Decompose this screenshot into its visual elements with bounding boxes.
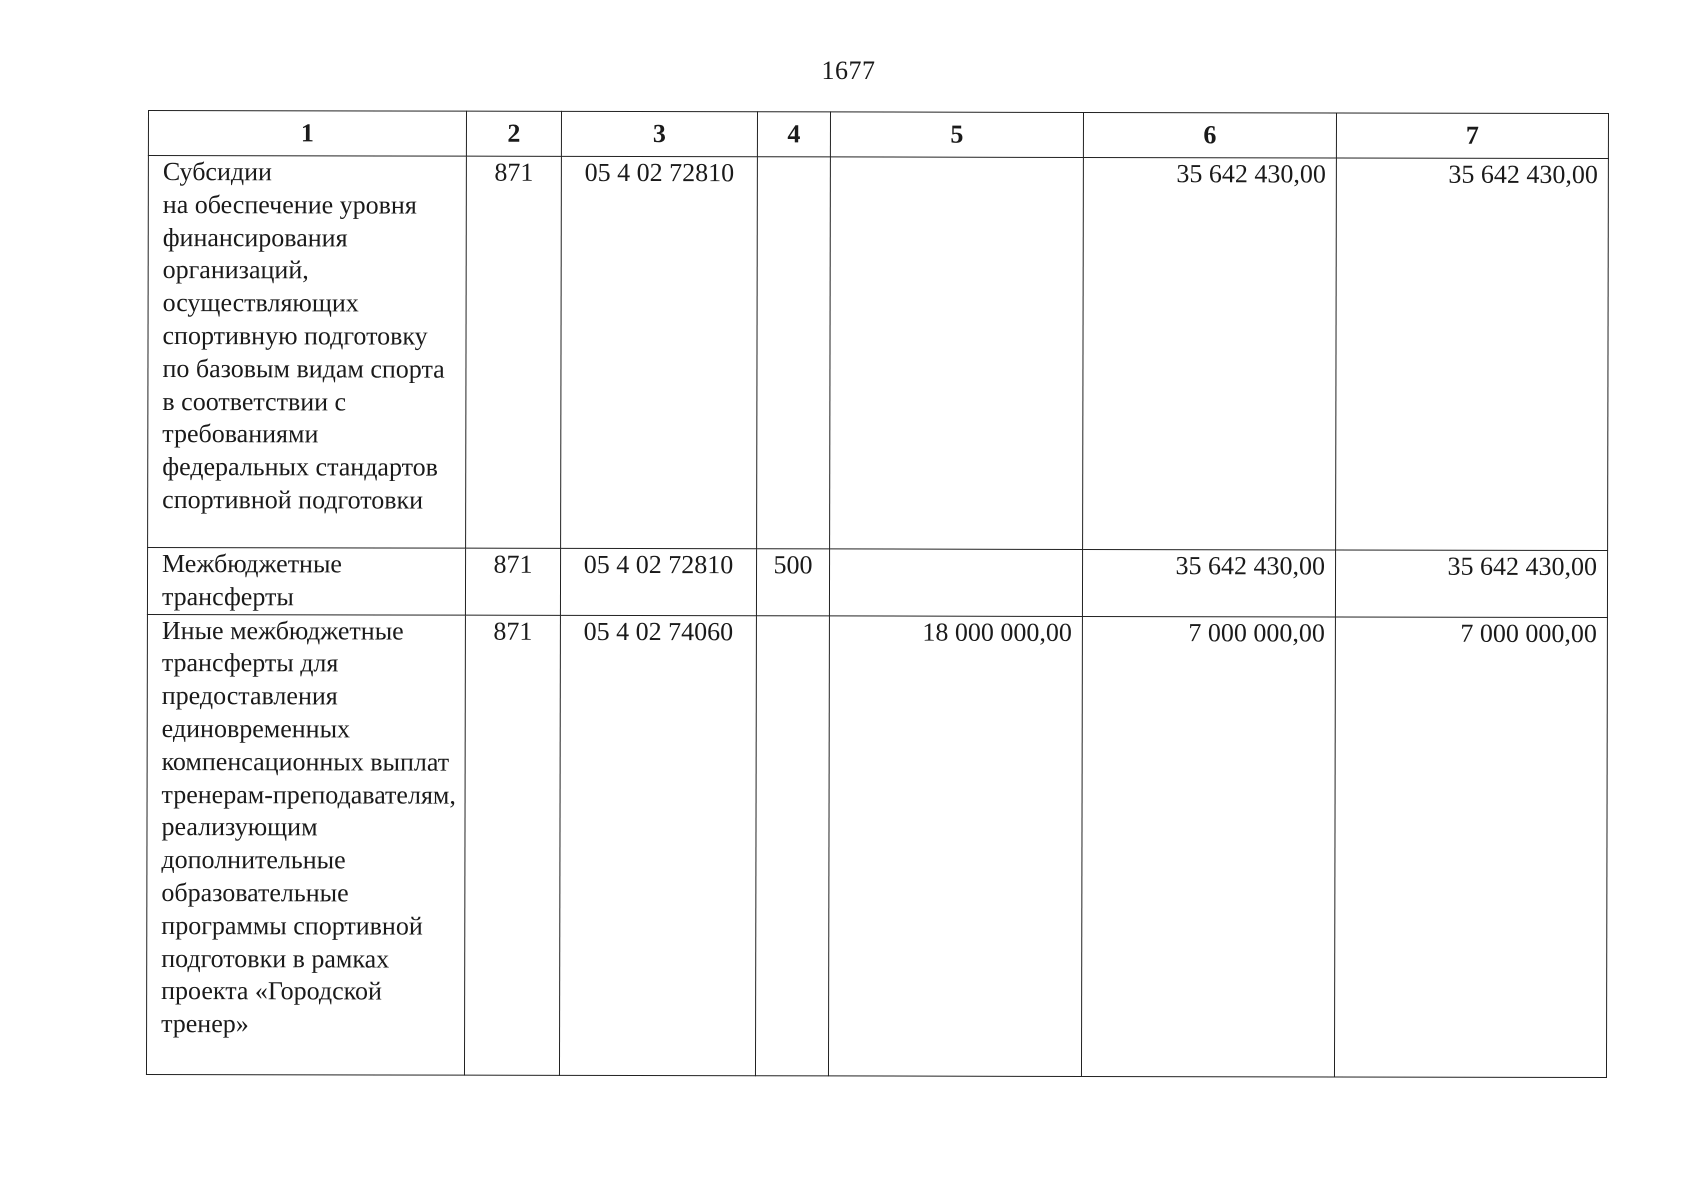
header-col-4: 4 (757, 112, 830, 157)
row-admin-code: 871 (465, 548, 560, 615)
row-col5-amount (829, 549, 1082, 616)
row-name (148, 156, 467, 549)
row-col6-amount: 35 642 430,00 (1083, 157, 1337, 550)
budget-table (146, 110, 1609, 1078)
row-name: Межбюджетные трансферты (147, 548, 465, 615)
table-row (148, 156, 1609, 551)
row-target-code: 05 4 02 72810 (561, 156, 758, 548)
row-target-code: 05 4 02 74060 (559, 615, 756, 1075)
row-name: Иные межбюджетные трансферты для предоставления единовременных компенсационных выплат тренерам-преподавателям, реализующим дополнительные образовательные программы спортивной подготовки в рамках проекта «Городской тренер» (146, 614, 465, 1075)
row-target-code: 05 4 02 72810 (560, 548, 756, 615)
header-col-2: 2 (466, 111, 561, 156)
header-col-6: 6 (1083, 112, 1336, 158)
header-col-3: 3 (561, 111, 757, 156)
page-number: 1677 (821, 56, 876, 85)
row-admin-code: 871 (464, 615, 560, 1075)
header-col-1: 1 (148, 111, 466, 157)
header-col-7: 7 (1336, 113, 1608, 159)
row-type-code: 500 (756, 549, 829, 616)
row-type-code (757, 157, 831, 549)
header-col-5: 5 (830, 112, 1083, 158)
row-col7-amount: 35 642 430,00 (1335, 550, 1607, 617)
row-col5-amount (830, 157, 1084, 550)
budget-table-container (146, 110, 1608, 1078)
row-col7-amount: 35 642 430,00 (1336, 158, 1609, 551)
row-admin-code: 871 (466, 156, 562, 548)
row-col5-amount: 18 000 000,00 (828, 616, 1082, 1077)
row-name-text: Субсидии на обеспечение уровня финансирования организаций, осуществляющих спортивную подготовку по базовым видам спорта в соответствии с требованиями федеральных стандартов спортивной подготовки (162, 157, 445, 515)
row-col6-amount: 7 000 000,00 (1081, 616, 1335, 1077)
row-type-code (755, 615, 829, 1075)
row-col6-amount: 35 642 430,00 (1082, 549, 1335, 616)
table-row (146, 614, 1607, 1077)
table-header-row (148, 111, 1608, 159)
table-row (147, 548, 1607, 618)
row-col7-amount: 7 000 000,00 (1334, 617, 1607, 1078)
